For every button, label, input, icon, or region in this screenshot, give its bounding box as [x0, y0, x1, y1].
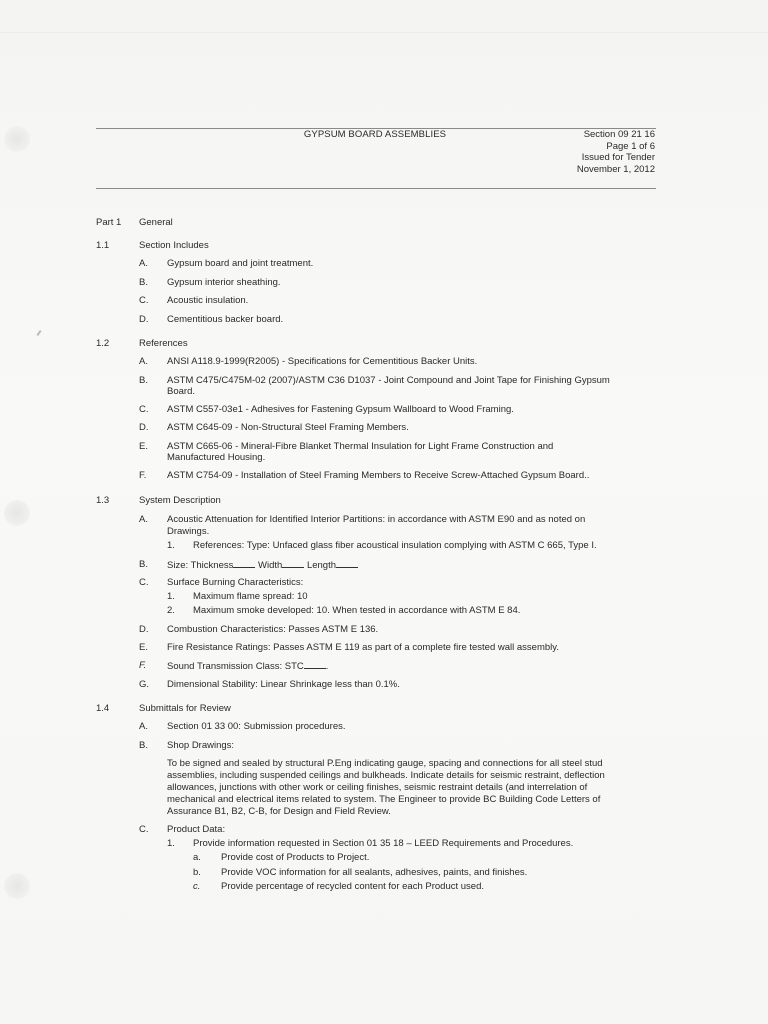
- width-blank: [282, 559, 304, 568]
- list-item-text: Surface Burning Characteristics:: [167, 577, 304, 588]
- header-bottom-rule: [96, 188, 656, 189]
- list-item-letter: D.: [139, 624, 149, 635]
- sub-sub-item-text: Provide cost of Products to Project.: [221, 852, 370, 863]
- list-item-text: Shop Drawings:: [167, 740, 235, 751]
- section-1-1-number: 1.1: [96, 240, 110, 251]
- list-item-text: ASTM C645-09 - Non-Structural Steel Framing Members.: [167, 422, 409, 433]
- section-1-3-title: System Description: [139, 495, 221, 506]
- punch-hole-top: [4, 126, 30, 152]
- list-item-text: Section 01 33 00: Submission procedures.: [167, 721, 346, 732]
- list-item-text: Gypsum interior sheathing.: [167, 277, 281, 288]
- list-item-letter: B.: [139, 277, 148, 288]
- sub-item-text: Provide information requested in Section 01 35 18 – LEED Requirements and Procedures.: [193, 838, 574, 849]
- list-item-text: ASTM C665-06 - Mineral-Fibre Blanket Thermal Insulation for Light Frame Construction and: [167, 441, 554, 452]
- list-item-letter: G.: [139, 679, 150, 690]
- stc-tail: .: [325, 661, 329, 672]
- width-label: Width: [258, 560, 283, 571]
- paragraph-line: allowances, junctions with other work or ceiling finishes, seismic restraint details (and interrelation of: [167, 782, 588, 793]
- issue-status: Issued for Tender: [581, 152, 655, 163]
- section-number: Section 09 21 16: [583, 129, 655, 140]
- sub-sub-item-text: Provide VOC information for all sealants, adhesives, paints, and finishes.: [221, 867, 528, 878]
- length-label: Length: [306, 560, 336, 571]
- section-1-1-title: Section Includes: [139, 240, 209, 251]
- list-item-letter: C.: [139, 295, 149, 306]
- size-label: Size: Thickness: [167, 560, 234, 571]
- list-item-letter: B.: [139, 375, 148, 386]
- header-meta: [577, 129, 655, 175]
- length-blank: [336, 559, 358, 568]
- list-item-letter: D.: [139, 314, 149, 325]
- list-item-text: Acoustic insulation.: [167, 295, 249, 306]
- list-item-letter: C.: [139, 404, 149, 415]
- sub-item-number: 1.: [167, 591, 175, 602]
- part-number: Part 1: [96, 217, 122, 228]
- sub-sub-item-text: Provide percentage of recycled content for each Product used.: [221, 881, 484, 892]
- section-1-2-number: 1.2: [96, 338, 110, 349]
- sub-item-number: 1.: [167, 838, 175, 849]
- list-item-letter: E.: [139, 441, 148, 452]
- list-item-text: Sound Transmission Class: STC: [167, 661, 304, 672]
- list-item-letter: A.: [139, 514, 148, 525]
- stc-blank: [304, 660, 326, 669]
- sub-sub-item-letter: b.: [193, 867, 201, 878]
- list-item-letter: B.: [139, 740, 148, 751]
- section-1-4-title: Submittals for Review: [139, 703, 231, 714]
- list-item-letter: B.: [139, 559, 148, 570]
- sub-item-number: 2.: [167, 605, 175, 616]
- list-item-letter: C.: [139, 824, 149, 835]
- list-item-text: Gypsum board and joint treatment.: [167, 258, 314, 269]
- list-item-text-continued: Board.: [167, 386, 195, 397]
- list-item-letter: E.: [139, 642, 148, 653]
- part-title: General: [139, 217, 173, 228]
- list-item-text: Dimensional Stability: Linear Shrinkage less than 0.1%.: [167, 679, 400, 690]
- sub-item-text: Maximum flame spread: 10: [193, 591, 308, 602]
- stc-line: [167, 660, 328, 673]
- document-title: GYPSUM BOARD ASSEMBLIES: [303, 129, 447, 140]
- paragraph-line: assemblies, including suspended ceilings and bulkheads. Indicate details for seismic restraint, deflection: [167, 770, 605, 781]
- paragraph-line: mechanical and electrical items related to system. The Engineer to provide BC Building Code Letters of: [167, 794, 601, 805]
- list-item-letter: A.: [139, 356, 148, 367]
- sub-sub-item-letter: c.: [193, 881, 201, 892]
- section-1-3-number: 1.3: [96, 495, 110, 506]
- list-item-text: ASTM C475/C475M-02 (2007)/ASTM C36 D1037 - Joint Compound and Joint Tape for Finishing Gypsum: [167, 375, 610, 386]
- section-1-2-title: References: [139, 338, 188, 349]
- list-item-letter: F.: [139, 470, 147, 481]
- list-item-letter: A.: [139, 721, 148, 732]
- sub-sub-item-letter: a.: [193, 852, 201, 863]
- list-item-text: Acoustic Attenuation for Identified Interior Partitions: in accordance with ASTM E90 and as noted on: [167, 514, 586, 525]
- list-item-text: Product Data:: [167, 824, 226, 835]
- list-item-text: Combustion Characteristics: Passes ASTM E 136.: [167, 624, 379, 635]
- paragraph-line: Assurance B1, B2, C-B, for Design and Field Review.: [167, 806, 391, 817]
- scan-mark: [36, 330, 41, 336]
- list-item-text: ASTM C557-03e1 - Adhesives for Fastening Gypsum Wallboard to Wood Framing.: [167, 404, 514, 415]
- sub-item-number: 1.: [167, 540, 175, 551]
- list-item-text: ASTM C754-09 - Installation of Steel Framing Members to Receive Screw-Attached Gypsum Board..: [167, 470, 590, 481]
- size-line: [167, 559, 358, 572]
- list-item-text: Fire Resistance Ratings: Passes ASTM E 119 as part of a complete fire tested wall assembly.: [167, 642, 559, 653]
- section-1-4-number: 1.4: [96, 703, 110, 714]
- list-item-letter: A.: [139, 258, 148, 269]
- sub-item-text: References: Type: Unfaced glass fiber acoustical insulation complying with ASTM C 665, Type I.: [193, 540, 597, 551]
- list-item-text: Cementitious backer board.: [167, 314, 284, 325]
- list-item-letter: F.: [139, 660, 147, 671]
- list-item-letter: C.: [139, 577, 149, 588]
- list-item-text-continued: Manufactured Housing.: [167, 452, 266, 463]
- thickness-blank: [233, 559, 255, 568]
- list-item-text: ANSI A118.9-1999(R2005) - Specifications for Cementitious Backer Units.: [167, 356, 478, 367]
- sub-item-text: Maximum smoke developed: 10. When tested in accordance with ASTM E 84.: [193, 605, 521, 616]
- paragraph-line: To be signed and sealed by structural P.Eng indicating gauge, spacing and connections for all steel stud: [167, 758, 603, 769]
- list-item-text-continued: Drawings.: [167, 526, 210, 537]
- punch-hole-middle: [4, 500, 30, 526]
- list-item-letter: D.: [139, 422, 149, 433]
- punch-hole-bottom: [4, 873, 30, 899]
- scan-artifact-line: [0, 32, 768, 33]
- issue-date: November 1, 2012: [576, 163, 655, 175]
- page-number: Page 1 of 6: [606, 140, 655, 152]
